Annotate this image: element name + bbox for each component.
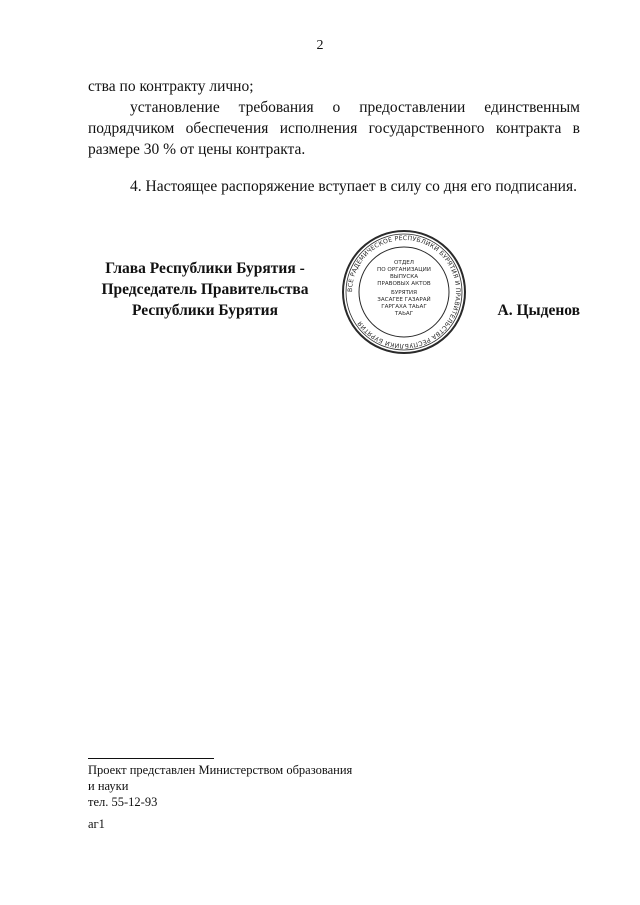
seal-center-text	[377, 260, 431, 317]
signatory-position	[70, 258, 340, 321]
seal-center-line: ГАРГАХА ТАЬАГ	[381, 304, 427, 310]
paragraph-continuation	[88, 76, 580, 97]
footnote-line: тел. 55-12-93	[88, 795, 158, 809]
paragraph-text: установление требования о предоставлении единственным подрядчиком обеспечения исполнения государственного контракта в размере 30 % от цены контракта.	[88, 99, 580, 158]
seal-center-line: ЗАСАГЕЕ ГАЗАРАЙ	[377, 297, 431, 303]
footnote-line: Проект представлен Министерством образования	[88, 763, 353, 777]
page-number: 2	[316, 38, 324, 53]
seal-center-line: ПРАВОВЫХ АКТОВ	[377, 281, 431, 287]
seal-center-line: ОТДЕЛ	[394, 260, 414, 266]
seal-center-line: ПО ОРГАНИЗАЦИИ	[377, 267, 431, 273]
seal-center-line: ВЫПУСКА	[389, 274, 419, 280]
signatory-position-line: Председатель Правительства	[101, 281, 309, 298]
paragraph-guarantee-requirement	[88, 97, 580, 160]
paragraph-text: ства по контракту лично;	[88, 78, 254, 95]
seal-center-line: БУРЯТИЯ	[391, 290, 417, 296]
paragraph-effective-date	[88, 176, 580, 197]
seal-outer-text: ВСЕ РАДЕМИЧЕСКОЕ РЕСПУБЛИКИ БУРЯТИЯ И ПРАВИТЕЛЬСТВА РЕСПУБЛИКИ БУРЯТИЯ	[346, 234, 462, 350]
official-seal-stamp	[340, 228, 468, 356]
footnote-line: и науки	[88, 779, 129, 793]
signatory-position-line: Глава Республики Бурятия -	[105, 260, 305, 277]
document-code: аг1	[88, 817, 105, 831]
seal-center-line: ТАЬАГ	[394, 311, 414, 317]
paragraph-text: 4. Настоящее распоряжение вступает в силу со дня его подписания.	[130, 178, 577, 195]
footnote	[88, 762, 408, 810]
signatory-position-line: Республики Бурятия	[132, 302, 278, 319]
footnote-divider	[88, 758, 214, 759]
signatory-name: А. Цыденов	[497, 302, 580, 319]
